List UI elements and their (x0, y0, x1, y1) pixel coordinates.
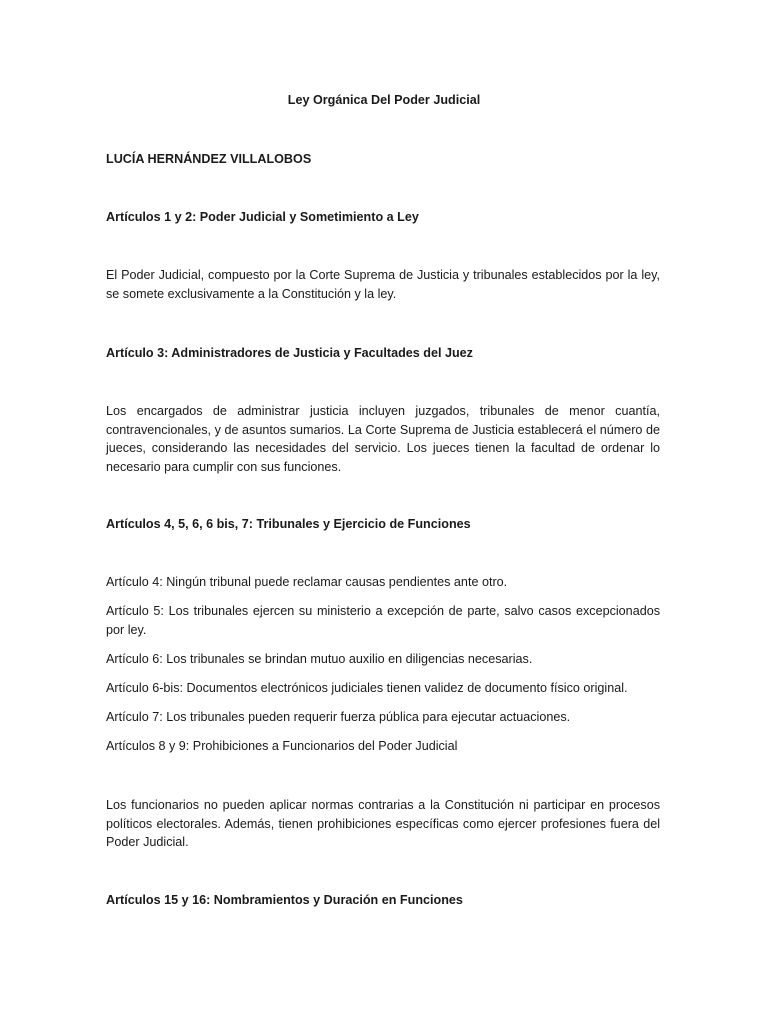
paragraph-prohibiciones: Los funcionarios no pueden aplicar normas contrarias a la Constitución ni participar en procesos políticos electorales. Además, tienen prohibiciones específicas como ejercer profesiones fuera del Poder Judicial. (106, 798, 660, 850)
section-heading-articles-15-16: Artículos 15 y 16: Nombramientos y Duración en Funciones (106, 893, 463, 907)
article-6-text: Artículo 6: Los tribunales se brindan mutuo auxilio en diligencias necesarias. (106, 652, 533, 666)
document-title: Ley Orgánica Del Poder Judicial (287, 93, 481, 107)
paragraph-poder-judicial: El Poder Judicial, compuesto por la Corte Suprema de Justicia y tribunales establecidos por la ley, se somete exclusivamente a la Constitución y la ley. (106, 268, 660, 301)
paragraph-administradores-justicia: Los encargados de administrar justicia incluyen juzgados, tribunales de menor cuantía, contravencionales, y de asuntos sumarios. La Corte Suprema de Justicia establecerá el número de jueces, considerando las necesidades del servicio. Los jueces tienen la facultad de ordenar lo necesario para cumplir con sus funciones. (106, 404, 660, 474)
articles-8-9-heading: Artículos 8 y 9: Prohibiciones a Funcionarios del Poder Judicial (106, 739, 458, 753)
article-5-text: Artículo 5: Los tribunales ejercen su ministerio a excepción de parte, salvo casos excepcionados por ley. (106, 604, 660, 637)
section-heading-article-3: Artículo 3: Administradores de Justicia y Facultades del Juez (106, 346, 473, 360)
section-heading-articles-4-7: Artículos 4, 5, 6, 6 bis, 7: Tribunales y Ejercicio de Funciones (106, 517, 471, 531)
author-name: LUCÍA HERNÁNDEZ VILLALOBOS (106, 152, 312, 166)
section-heading-articles-1-2: Artículos 1 y 2: Poder Judicial y Sometimiento a Ley (106, 210, 419, 224)
article-4-text: Artículo 4: Ningún tribunal puede reclamar causas pendientes ante otro. (106, 575, 508, 589)
article-6bis-text: Artículo 6-bis: Documentos electrónicos judiciales tienen validez de documento físico original. (106, 681, 628, 695)
article-7-text: Artículo 7: Los tribunales pueden requerir fuerza pública para ejecutar actuaciones. (106, 710, 571, 724)
